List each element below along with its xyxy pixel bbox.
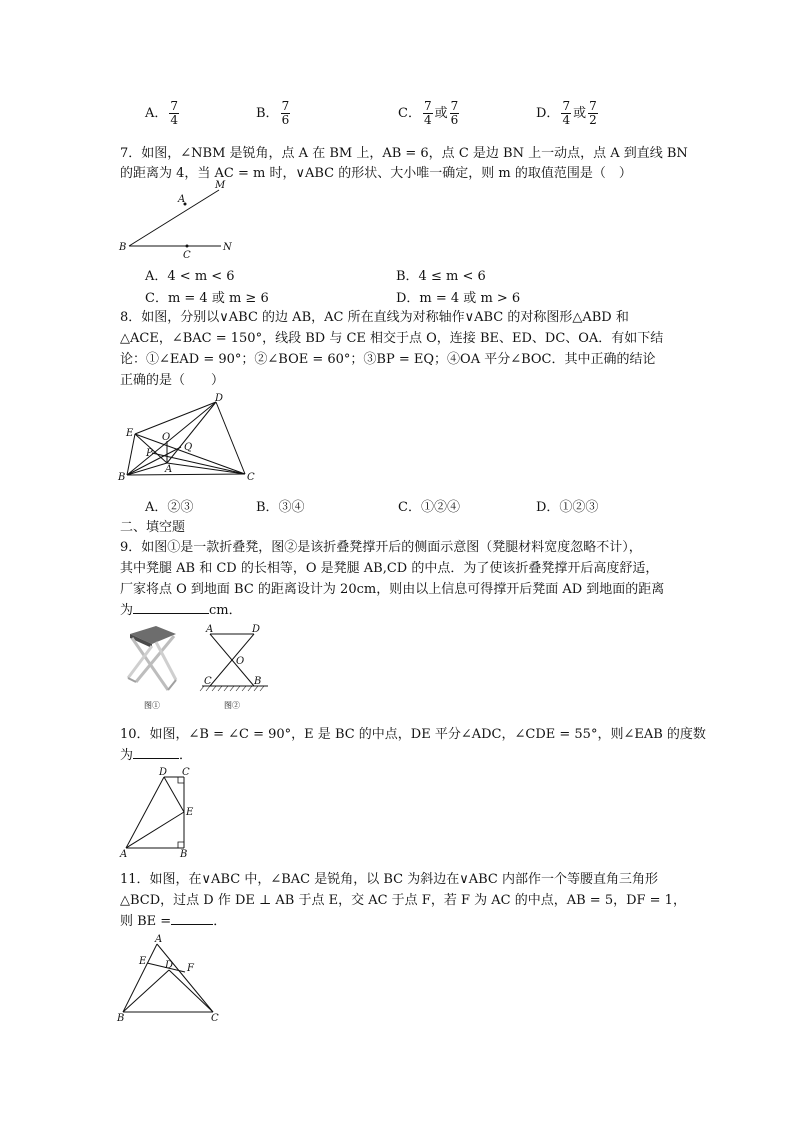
label-c: C [182, 767, 190, 778]
q6-option-d: D． $\frac{7}{4}$ 或 $\frac{7}{2}$ [536, 99, 597, 127]
label-c: C [247, 472, 255, 483]
fraction: $\frac{7}{2}$ [589, 99, 597, 127]
fraction: $\frac{7}{4}$ [423, 99, 432, 127]
label-p: P [146, 448, 153, 459]
label-a: A [206, 624, 214, 635]
q11-text-line-3: 则 BE = ． [120, 914, 227, 929]
q9-stool-diagram [196, 620, 276, 712]
q11-figure [115, 932, 227, 1024]
q6-option-a: A． $\frac{7}{4}$ [145, 99, 179, 127]
q10-text-line-2: 为 ． [120, 748, 193, 763]
fraction: $\frac{7}{6}$ [450, 99, 459, 127]
label-e: E [126, 428, 134, 439]
q8-option-d: D．①②③ [536, 500, 599, 515]
label-b: B [180, 849, 188, 860]
fraction: $\frac{7}{4}$ [562, 99, 571, 127]
label-f: F [187, 963, 194, 974]
label-c: C [204, 676, 212, 687]
label-o: O [236, 656, 245, 667]
q7-option-a: A．4 < m < 6 [145, 269, 235, 284]
q8-text-line-4: 正确的是（ ） [120, 373, 225, 388]
label-a: A [120, 849, 128, 860]
q8-text-line-2: △ACE，∠BAC = 150°，线段 BD 与 CE 相交于点 O，连接 BE、ED、DC、OA．有如下结 [120, 331, 664, 346]
label-a: A [165, 464, 173, 475]
label-b: B [254, 676, 262, 687]
q7-option-c: C．m = 4 或 m ≥ 6 [145, 291, 269, 306]
label-d: D [215, 393, 224, 404]
q6-option-b: B． $\frac{7}{6}$ [256, 99, 290, 127]
label-n: N [223, 242, 232, 253]
q8-text-line-1: 8．如图，分别以∨ABC 的边 AB，AC 所在直线为对称轴作∨ABC 的对称图形△ABD 和 [120, 310, 629, 325]
label-a: A [178, 194, 186, 205]
q9-text-line-1: 9．如图①是一款折叠凳，图②是该折叠凳撑开后的侧面示意图（凳腿材料宽度忽略不计）， [120, 540, 642, 555]
section-heading-fill-in: 二、填空题 [120, 520, 186, 535]
label-a: A [155, 934, 163, 945]
q10-text-line-1: 10．如图，∠B = ∠C = 90°，E 是 BC 的中点，DE 平分∠ADC，∠CDE = 55°，则∠EAB 的度数 [120, 727, 706, 742]
fraction: $\frac{7}{4}$ [170, 99, 179, 127]
q8-option-b: B．③④ [256, 500, 305, 515]
q7-figure [115, 178, 245, 262]
q9-text-line-3: 厂家将点 O 到地面 BC 的距离设计为 20cm，则由以上信息可得撑开后凳面 AD 到地面的距离 [120, 582, 665, 597]
label-d: D [165, 960, 174, 971]
q8-option-c: C．①②④ [398, 500, 460, 515]
label-b: B [118, 472, 126, 483]
q8-text-line-3: 论：①∠EAD = 90°；②∠BOE = 60°；③BP = EQ；④OA 平分∠BOC．其中正确的结论 [120, 352, 656, 367]
q8-option-a: A．②③ [145, 500, 194, 515]
label-b: B [117, 1013, 125, 1024]
answer-blank[interactable] [171, 924, 213, 925]
fraction: $\frac{7}{6}$ [281, 99, 290, 127]
label-e: E [139, 956, 147, 967]
label-b: B [119, 242, 127, 253]
q7-text-line-2: 的距离为 4，当 AC = m 时，∨ABC 的形状、大小唯一确定，则 m 的取值范围是（ ） [120, 166, 632, 181]
fig2-caption: 图② [224, 701, 240, 710]
label-d: D [159, 767, 168, 778]
label-e: E [186, 807, 194, 818]
fig1-caption: 图① [144, 701, 160, 710]
label-c: C [183, 250, 191, 261]
label-c: C [211, 1013, 219, 1024]
label-q: Q [184, 442, 193, 453]
answer-blank[interactable] [133, 758, 179, 759]
q7-option-d: D．m = 4 或 m > 6 [396, 291, 521, 306]
label-d: D [252, 624, 261, 635]
q9-text-line-2: 其中凳腿 AB 和 CD 的长相等，O 是凳腿 AB,CD 的中点．为了使该折叠凳撑开后高度舒适， [120, 561, 659, 576]
label-o: O [162, 432, 171, 443]
q7-text-line-1: 7．如图，∠NBM 是锐角，点 A 在 BM 上，AB = 6，点 C 是边 BN 上一动点，点 A 到直线 BN [120, 146, 688, 161]
q10-figure [118, 764, 202, 860]
q11-text-line-2: △BCD，过点 D 作 DE ⊥ AB 于点 E，交 AC 于点 F，若 F 为 AC 的中点，AB = 5，DF = 1， [120, 893, 686, 908]
label-m: M [215, 180, 226, 191]
q9-text-line-4: 为 cm． [120, 603, 242, 618]
answer-blank[interactable] [133, 613, 209, 614]
q9-stool-photo [118, 620, 188, 712]
q11-text-line-1: 11．如图，在∨ABC 中，∠BAC 是锐角，以 BC 为斜边在∨ABC 内部作一个等腰直角三角形 [120, 872, 659, 887]
q7-option-b: B．4 ≤ m < 6 [396, 269, 486, 284]
q6-option-c: C． $\frac{7}{4}$ 或 $\frac{7}{6}$ [398, 99, 459, 127]
q8-figure [115, 392, 265, 486]
